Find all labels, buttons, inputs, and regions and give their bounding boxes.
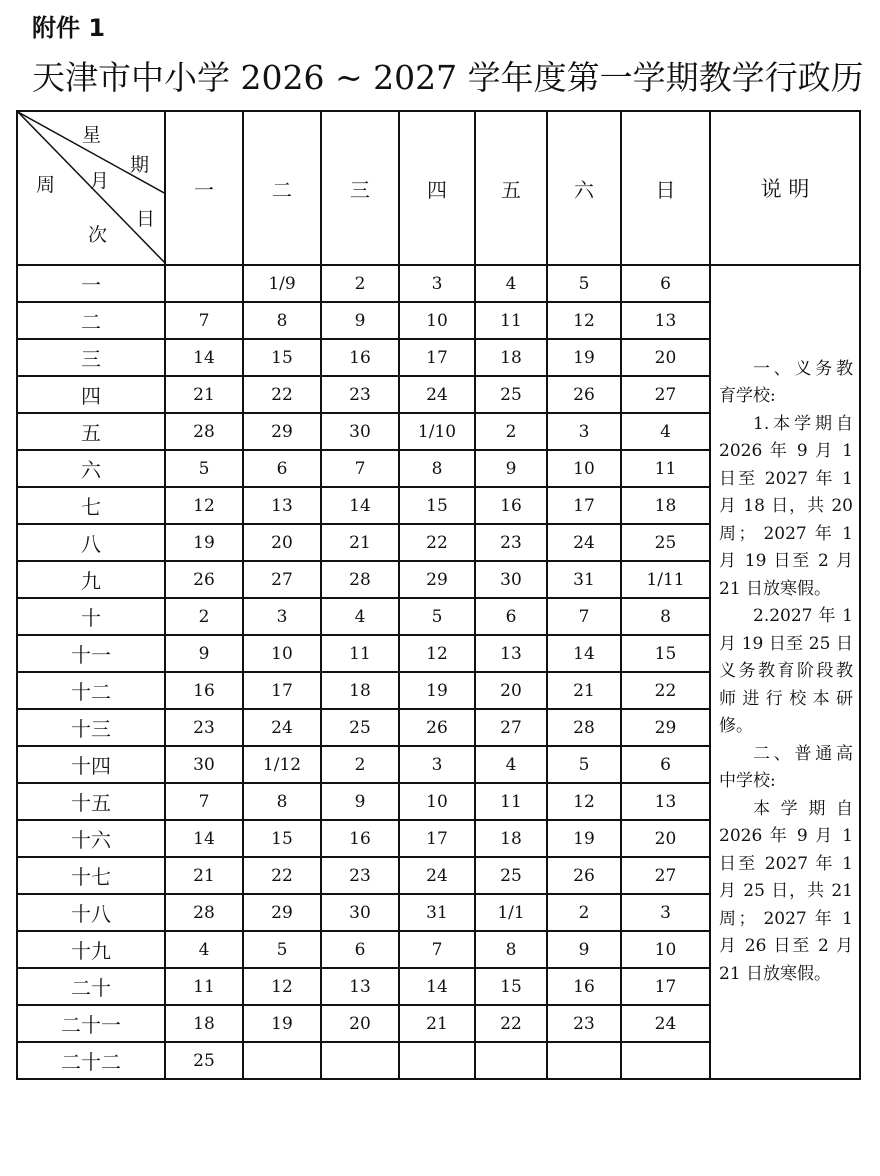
date-cell: 5	[547, 265, 621, 302]
weekday-header: 五	[475, 111, 547, 265]
date-cell: 29	[399, 561, 475, 598]
date-cell: 16	[475, 487, 547, 524]
weekday-header: 四	[399, 111, 475, 265]
date-cell: 10	[547, 450, 621, 487]
date-cell: 8	[475, 931, 547, 968]
date-cell: 31	[547, 561, 621, 598]
date-cell: 2	[547, 894, 621, 931]
date-cell: 21	[165, 857, 243, 894]
date-cell: 21	[399, 1005, 475, 1042]
date-cell: 20	[475, 672, 547, 709]
date-cell: 7	[547, 598, 621, 635]
date-cell: 25	[475, 857, 547, 894]
date-cell: 24	[399, 376, 475, 413]
date-cell: 5	[547, 746, 621, 783]
date-cell: 9	[475, 450, 547, 487]
week-number-cell: 二十二	[17, 1042, 165, 1079]
week-number-cell: 十五	[17, 783, 165, 820]
date-cell: 12	[165, 487, 243, 524]
date-cell: 24	[621, 1005, 710, 1042]
date-cell: 3	[399, 265, 475, 302]
date-cell: 18	[475, 820, 547, 857]
date-cell: 27	[243, 561, 321, 598]
week-number-cell: 六	[17, 450, 165, 487]
weekday-header: 三	[321, 111, 399, 265]
date-cell: 10	[243, 635, 321, 672]
date-cell: 1/10	[399, 413, 475, 450]
date-cell: 13	[243, 487, 321, 524]
date-cell: 29	[621, 709, 710, 746]
date-cell: 14	[165, 339, 243, 376]
date-cell: 26	[399, 709, 475, 746]
date-cell: 21	[547, 672, 621, 709]
date-cell: 18	[321, 672, 399, 709]
date-cell: 17	[399, 339, 475, 376]
week-number-cell: 十四	[17, 746, 165, 783]
week-number-cell: 十一	[17, 635, 165, 672]
date-cell: 16	[321, 339, 399, 376]
date-cell: 29	[243, 894, 321, 931]
date-cell: 11	[165, 968, 243, 1005]
date-cell: 8	[243, 783, 321, 820]
date-cell: 26	[547, 376, 621, 413]
date-cell: 1/1	[475, 894, 547, 931]
date-cell	[243, 1042, 321, 1079]
date-cell: 15	[621, 635, 710, 672]
corner-label-star: 星	[82, 124, 102, 146]
date-cell: 2	[321, 265, 399, 302]
date-cell: 8	[621, 598, 710, 635]
date-cell: 31	[399, 894, 475, 931]
week-number-cell: 十三	[17, 709, 165, 746]
date-cell: 23	[475, 524, 547, 561]
date-cell: 17	[621, 968, 710, 1005]
date-cell	[321, 1042, 399, 1079]
date-cell: 8	[243, 302, 321, 339]
date-cell: 25	[621, 524, 710, 561]
date-cell: 21	[165, 376, 243, 413]
date-cell	[547, 1042, 621, 1079]
weekday-header: 日	[621, 111, 710, 265]
date-cell: 6	[621, 265, 710, 302]
date-cell: 22	[621, 672, 710, 709]
date-cell: 20	[321, 1005, 399, 1042]
notes-compulsory-item-2: 2.2027 年 1 月 19 日至 25 日义务教育阶段教师进行校本研修。	[719, 606, 853, 737]
date-cell: 17	[547, 487, 621, 524]
week-number-cell: 九	[17, 561, 165, 598]
date-cell	[165, 265, 243, 302]
week-number-cell: 十二	[17, 672, 165, 709]
date-cell: 30	[321, 894, 399, 931]
date-cell: 5	[165, 450, 243, 487]
corner-label-zhou: 周	[36, 174, 56, 196]
date-cell: 13	[475, 635, 547, 672]
page-title: 天津市中小学 2026 ~ 2027 学年度第一学期教学行政历	[32, 58, 864, 97]
date-cell: 4	[165, 931, 243, 968]
date-cell: 10	[399, 302, 475, 339]
date-cell: 4	[475, 265, 547, 302]
date-cell: 22	[243, 376, 321, 413]
date-cell: 28	[165, 413, 243, 450]
date-cell: 2	[475, 413, 547, 450]
week-number-cell: 三	[17, 339, 165, 376]
date-cell	[475, 1042, 547, 1079]
date-cell: 7	[165, 302, 243, 339]
week-number-cell: 四	[17, 376, 165, 413]
calendar-table	[16, 110, 861, 1080]
date-cell: 22	[243, 857, 321, 894]
date-cell: 2	[165, 598, 243, 635]
date-cell: 23	[165, 709, 243, 746]
corner-header	[17, 111, 165, 265]
date-cell: 6	[321, 931, 399, 968]
date-cell: 20	[243, 524, 321, 561]
table-row	[17, 265, 860, 302]
date-cell: 7	[165, 783, 243, 820]
date-cell: 22	[399, 524, 475, 561]
weekday-header: 二	[243, 111, 321, 265]
date-cell: 19	[243, 1005, 321, 1042]
date-cell: 19	[165, 524, 243, 561]
date-cell: 29	[243, 413, 321, 450]
date-cell: 16	[547, 968, 621, 1005]
date-cell: 8	[399, 450, 475, 487]
date-cell: 9	[547, 931, 621, 968]
week-number-cell: 十六	[17, 820, 165, 857]
date-cell: 20	[621, 339, 710, 376]
date-cell: 30	[321, 413, 399, 450]
corner-label-ri: 日	[136, 208, 156, 230]
date-cell: 18	[165, 1005, 243, 1042]
week-number-cell: 十七	[17, 857, 165, 894]
week-number-cell: 七	[17, 487, 165, 524]
date-cell: 19	[547, 820, 621, 857]
week-number-cell: 十九	[17, 931, 165, 968]
week-number-cell: 十八	[17, 894, 165, 931]
date-cell	[621, 1042, 710, 1079]
date-cell: 25	[475, 376, 547, 413]
date-cell: 9	[321, 302, 399, 339]
week-number-cell: 十	[17, 598, 165, 635]
week-number-cell: 二	[17, 302, 165, 339]
date-cell: 7	[399, 931, 475, 968]
week-number-cell: 一	[17, 265, 165, 302]
date-cell: 14	[165, 820, 243, 857]
date-cell: 9	[165, 635, 243, 672]
date-cell: 13	[621, 783, 710, 820]
date-cell: 4	[321, 598, 399, 635]
date-cell: 18	[621, 487, 710, 524]
date-cell: 2	[321, 746, 399, 783]
date-cell: 27	[621, 376, 710, 413]
date-cell: 11	[475, 783, 547, 820]
date-cell: 4	[475, 746, 547, 783]
date-cell: 5	[399, 598, 475, 635]
weekday-header: 六	[547, 111, 621, 265]
date-cell: 25	[165, 1042, 243, 1079]
date-cell: 23	[321, 376, 399, 413]
date-cell: 21	[321, 524, 399, 561]
date-cell: 24	[399, 857, 475, 894]
notes-compulsory-heading: 一、义务教育学校:	[719, 358, 853, 407]
date-cell: 24	[547, 524, 621, 561]
date-cell: 16	[321, 820, 399, 857]
notes-high-school-item-1: 本学期自 2026 年 9 月 1 日至 2027 年 1 月 25 日，共 21 周； 2027 年 1 月 26 日至 2 月 21 日放寒假。	[719, 798, 853, 984]
date-cell: 9	[321, 783, 399, 820]
date-cell: 6	[621, 746, 710, 783]
corner-label-yue: 月	[90, 170, 110, 192]
date-cell: 17	[399, 820, 475, 857]
date-cell: 14	[399, 968, 475, 1005]
date-cell: 17	[243, 672, 321, 709]
date-cell: 3	[621, 894, 710, 931]
date-cell: 14	[321, 487, 399, 524]
date-cell: 23	[321, 857, 399, 894]
date-cell: 27	[475, 709, 547, 746]
date-cell: 15	[399, 487, 475, 524]
date-cell: 26	[547, 857, 621, 894]
date-cell: 4	[621, 413, 710, 450]
date-cell: 6	[243, 450, 321, 487]
week-number-cell: 八	[17, 524, 165, 561]
date-cell	[399, 1042, 475, 1079]
date-cell: 11	[621, 450, 710, 487]
date-cell: 10	[399, 783, 475, 820]
header-row	[17, 111, 860, 265]
date-cell: 28	[321, 561, 399, 598]
corner-label-qi: 期	[130, 154, 150, 176]
date-cell: 16	[165, 672, 243, 709]
date-cell: 24	[243, 709, 321, 746]
date-cell: 15	[475, 968, 547, 1005]
date-cell: 12	[547, 783, 621, 820]
week-number-cell: 二十一	[17, 1005, 165, 1042]
date-cell: 19	[547, 339, 621, 376]
date-cell: 10	[621, 931, 710, 968]
date-cell: 22	[475, 1005, 547, 1042]
date-cell: 25	[321, 709, 399, 746]
date-cell: 1/12	[243, 746, 321, 783]
date-cell: 28	[547, 709, 621, 746]
date-cell: 15	[243, 339, 321, 376]
date-cell: 11	[321, 635, 399, 672]
date-cell: 27	[621, 857, 710, 894]
date-cell: 18	[475, 339, 547, 376]
date-cell: 3	[243, 598, 321, 635]
weekday-header: 一	[165, 111, 243, 265]
date-cell: 30	[475, 561, 547, 598]
date-cell: 5	[243, 931, 321, 968]
date-cell: 12	[243, 968, 321, 1005]
date-cell: 13	[321, 968, 399, 1005]
date-cell: 3	[547, 413, 621, 450]
date-cell: 15	[243, 820, 321, 857]
date-cell: 30	[165, 746, 243, 783]
date-cell: 26	[165, 561, 243, 598]
date-cell: 11	[475, 302, 547, 339]
notes-cell	[710, 265, 860, 1079]
date-cell: 20	[621, 820, 710, 857]
date-cell: 13	[621, 302, 710, 339]
date-cell: 12	[399, 635, 475, 672]
date-cell: 19	[399, 672, 475, 709]
week-number-cell: 二十	[17, 968, 165, 1005]
date-cell: 28	[165, 894, 243, 931]
notes-compulsory-item-1: 1.本学期自 2026 年 9 月 1 日至 2027 年 1 月 18 日，共 20 周； 2027 年 1 月 19 日至 2 月 21 日放寒假。	[719, 413, 853, 599]
calendar-body	[17, 265, 860, 1079]
attachment-label: 附件 1	[32, 14, 106, 42]
date-cell: 12	[547, 302, 621, 339]
date-cell: 1/11	[621, 561, 710, 598]
notes-high-school-heading: 二、普通高中学校:	[719, 743, 853, 792]
corner-label-ci: 次	[88, 224, 108, 246]
date-cell: 7	[321, 450, 399, 487]
week-number-cell: 五	[17, 413, 165, 450]
notes-header: 说 明	[710, 111, 860, 265]
date-cell: 1/9	[243, 265, 321, 302]
date-cell: 3	[399, 746, 475, 783]
date-cell: 23	[547, 1005, 621, 1042]
date-cell: 6	[475, 598, 547, 635]
date-cell: 14	[547, 635, 621, 672]
